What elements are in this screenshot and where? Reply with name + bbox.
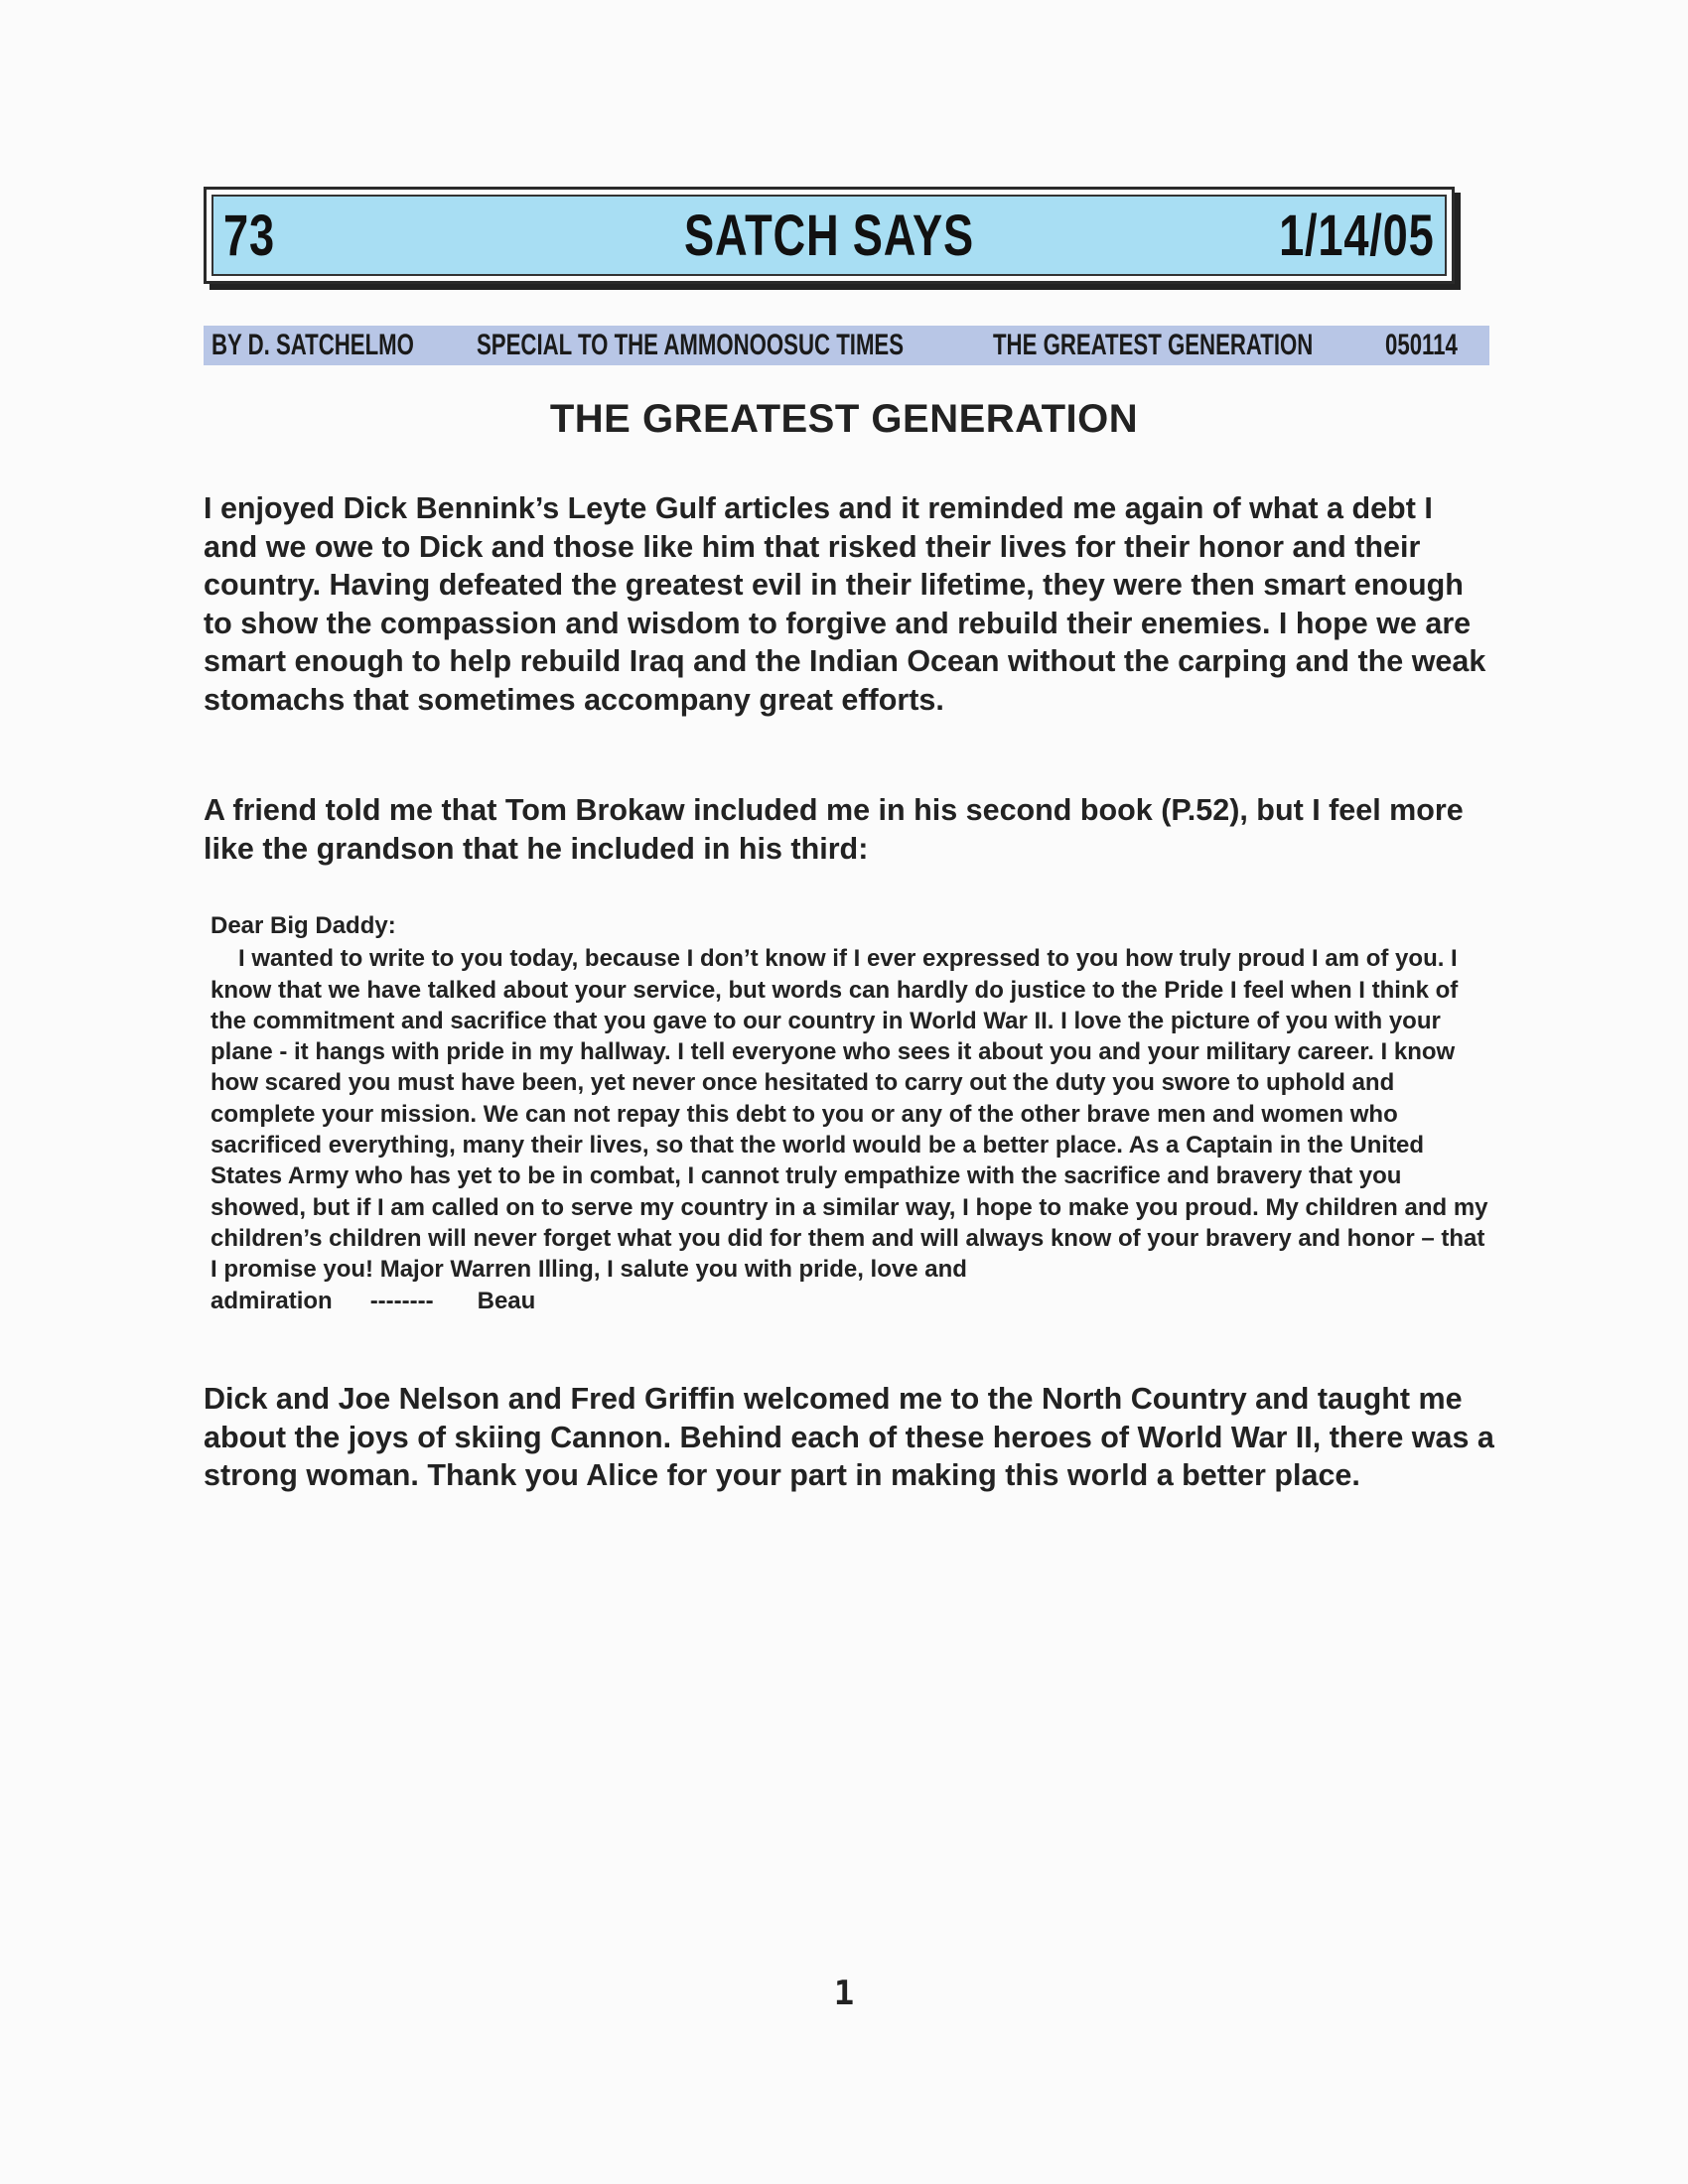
paragraph-3: Dick and Joe Nelson and Fred Griffin welcomed me to the North Country and taught me about the joys of skiing Cannon. Behind each of these heroes of World War II, there was a strong woman. Thank you Alice for your part in making this world a better place. [204,1382,1494,1492]
letter-closing [211,1286,1491,1316]
byline-publication: SPECIAL TO THE AMMONOOSUC TIMES [477,329,905,361]
page-number: 1 [833,1974,855,2013]
byline-code: 050114 [1385,329,1458,361]
byline-strip [204,326,1489,365]
letter-closing-word: admiration [211,1287,333,1314]
letter-dash: -------- [369,1287,434,1314]
byline-topic: THE GREATEST GENERATION [993,329,1314,361]
issue-date: 1/14/05 [1279,204,1435,268]
letter-body: I wanted to write to you today, because I don’t know if I ever expressed to you how truly proud I am of you. I know that we have talked about your service, but words can hardly do justice to the Pride I feel when I think of the commitment and sacrifice that you gave to our country in World War II. I love the picture of you with your plane - it hangs with pride in my hallway. I tell everyone who sees it about you and your military career. I know how scared you must have been, yet never once hesitated to carry out the duty you swore to uphold and complete your mission. We can not repay this debt to you or any of the other brave men and women who sacrificed everything, many their lives, so that the world would be a better place. As a Captain in the United States Army who has yet to be in combat, I cannot truly empathize with the sacrifice and bravery that you showed, but if I am called on to serve my country in a similar way, I hope to make you proud. My children and my children’s children will never forget what you did for them and will always know of your bravery and honor – that I promise you! Major Warren Illing, I salute you with pride, love and [211,945,1488,1284]
paragraph-2: A friend told me that Tom Brokaw included me in his second book (P.52), but I feel more like the grandson that he included in his third: [204,793,1464,866]
article-title: THE GREATEST GENERATION [549,397,1139,441]
quoted-letter [211,910,1491,1316]
paragraph-1: I enjoyed Dick Bennink’s Leyte Gulf articles and it reminded me again of what a debt I and we owe to Dick and those like him that risked their lives for their honor and their country. Having defeated the greatest evil in their lifetime, they were then smart enough to show the compassion and wisdom to forgive and rebuild their enemies. I hope we are smart enough to help rebuild Iraq and the Indian Ocean without the carping and the weak stomachs that sometimes accompany great efforts. [204,491,1486,717]
column-title: SATCH SAYS [684,204,974,268]
column-header-fill [211,195,1447,276]
byline-author: BY D. SATCHELMO [211,329,414,361]
letter-signature: Beau [477,1287,536,1314]
letter-salutation: Dear Big Daddy: [211,912,396,939]
column-header-banner [204,187,1455,284]
issue-number: 73 [223,204,275,268]
